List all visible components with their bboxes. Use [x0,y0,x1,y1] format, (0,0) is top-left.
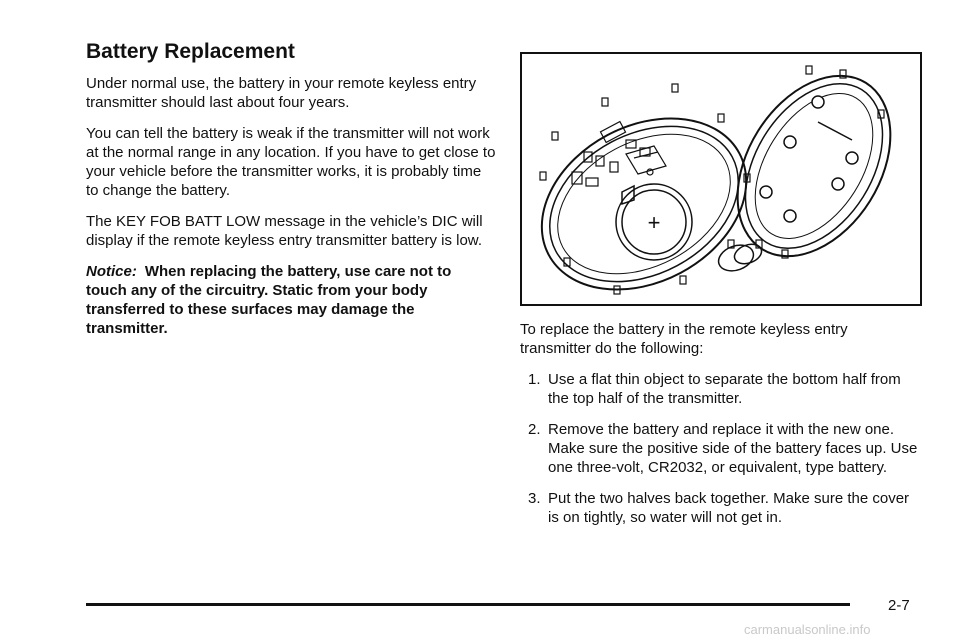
step-item [520,489,920,527]
paragraph-normal-use: Under normal use, the battery in your remote keyless entry transmitter should last about four years. [86,75,477,111]
notice-text: When replacing the battery, use care not to touch any of the circuitry. Static from your body transferred to these surfaces may damage the transmitter. [86,263,452,337]
step-item [520,420,920,477]
replacement-steps [520,370,920,527]
battery-positive-symbol: + [647,210,661,235]
transmitter-illustration [520,52,922,306]
page-number: 2-7 [888,597,910,614]
key-fob-open-drawing [522,54,920,304]
steps-intro: To replace the battery in the remote keyless entry transmitter do the following: [520,321,848,357]
button-holes [760,96,858,222]
left-column [86,40,496,350]
notice-label: Notice: [86,263,137,280]
paragraph-batt-low-message: The KEY FOB BATT LOW message in the vehicle’s DIC will display if the remote keyless entry transmitter battery is low. [86,213,483,249]
section-heading: Battery Replacement [86,40,295,63]
step-number: 2. [528,421,541,438]
circuit-board [572,122,666,186]
right-column [520,320,920,539]
step-number: 3. [528,490,541,507]
step-text: Remove the battery and replace it with the new one. Make sure the positive side of the battery faces up. Use one three-volt, CR2032, or equivalent, type battery. [548,421,918,476]
paragraph-weak-battery: You can tell the battery is weak if the transmitter will not work at the normal range in any location. If you have to get close to your vehicle before the transmitter works, it is probably time to change the battery. [86,125,496,199]
step-text: Use a flat thin object to separate the bottom half from the top half of the transmitter. [548,371,901,407]
notice-paragraph [86,262,496,338]
step-number: 1. [528,371,541,388]
coin-battery [616,184,692,260]
step-text: Put the two halves back together. Make sure the cover is on tightly, so water will not get in. [548,490,910,526]
footer-rule [86,603,850,606]
watermark-text: carmanualsonline.info [744,622,871,637]
step-item [520,370,920,408]
